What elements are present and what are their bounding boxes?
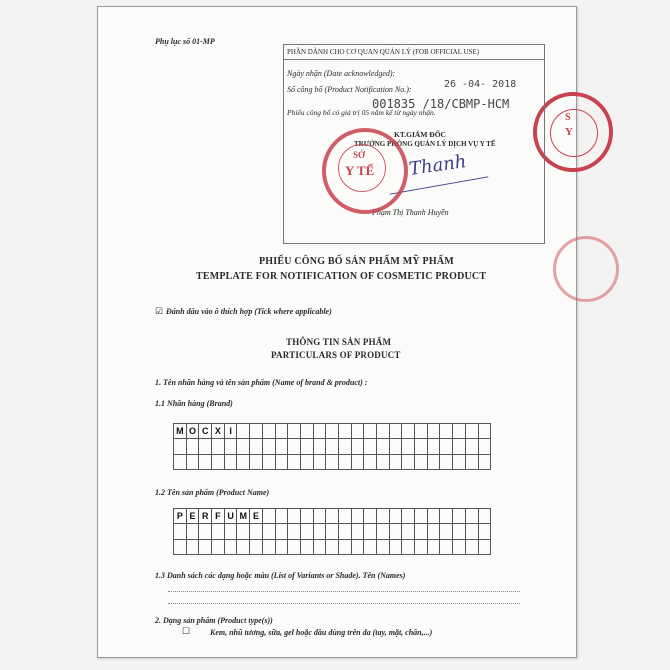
official-use-box	[283, 44, 545, 244]
brand-cell[interactable]	[352, 455, 365, 470]
brand-cell[interactable]	[415, 424, 428, 439]
product-name-cell[interactable]	[174, 540, 187, 555]
brand-cell[interactable]	[390, 455, 403, 470]
brand-cell[interactable]	[225, 455, 238, 470]
brand-cell[interactable]	[339, 439, 352, 454]
brand-cell[interactable]	[276, 455, 289, 470]
brand-cell[interactable]	[415, 439, 428, 454]
side-stamp-text2: Y	[565, 126, 573, 138]
brand-cell[interactable]	[314, 424, 327, 439]
brand-cell[interactable]	[237, 455, 250, 470]
brand-cell[interactable]	[326, 424, 339, 439]
brand-cell[interactable]	[402, 455, 415, 470]
brand-cell[interactable]	[377, 439, 390, 454]
brand-cell[interactable]: M	[174, 424, 187, 439]
product-name-cell[interactable]	[301, 524, 314, 539]
brand-cell[interactable]	[237, 424, 250, 439]
product-name-cell[interactable]	[415, 524, 428, 539]
brand-cell[interactable]	[326, 439, 339, 454]
product-name-cell[interactable]	[339, 509, 352, 524]
product-name-cell[interactable]	[250, 524, 263, 539]
product-name-cell[interactable]	[479, 524, 492, 539]
product-name-cell[interactable]	[364, 540, 377, 555]
brand-cell[interactable]	[250, 424, 263, 439]
notification-value: 001835 /18/CBMP-HCM	[372, 97, 510, 111]
product-name-cell[interactable]	[301, 509, 314, 524]
brand-cell[interactable]	[314, 455, 327, 470]
brand-cell[interactable]	[415, 455, 428, 470]
brand-cell[interactable]	[453, 455, 466, 470]
product-name-cell[interactable]	[187, 524, 200, 539]
product-name-cell[interactable]	[314, 509, 327, 524]
product-name-cell[interactable]	[402, 524, 415, 539]
product-name-cell[interactable]	[440, 509, 453, 524]
seal-text2: Y TẾ	[345, 163, 375, 178]
brand-cell[interactable]	[187, 439, 200, 454]
brand-cell[interactable]	[288, 455, 301, 470]
brand-cell[interactable]: X	[212, 424, 225, 439]
item-1-2: 1.2 Tên sản phẩm (Product Name)	[155, 488, 270, 497]
brand-cell[interactable]	[453, 424, 466, 439]
product-name-cell[interactable]	[237, 524, 250, 539]
product-name-cell[interactable]	[314, 524, 327, 539]
brand-cell[interactable]: O	[187, 424, 200, 439]
brand-cell[interactable]	[250, 455, 263, 470]
brand-cell[interactable]	[364, 439, 377, 454]
product-name-cell[interactable]	[326, 524, 339, 539]
brand-cell[interactable]	[352, 439, 365, 454]
product-name-cell[interactable]	[212, 524, 225, 539]
product-name-cell[interactable]	[453, 509, 466, 524]
product-name-cell[interactable]	[466, 540, 479, 555]
brand-cell[interactable]	[212, 439, 225, 454]
product-name-cell[interactable]	[314, 540, 327, 555]
product-name-cell[interactable]	[263, 524, 276, 539]
date-label: Ngày nhận (Date acknowledged):	[287, 69, 396, 78]
brand-cell[interactable]	[263, 424, 276, 439]
tick-note: Đánh dấu vào ô thích hợp (Tick where applicable)	[166, 307, 332, 316]
product-name-cell[interactable]	[339, 524, 352, 539]
brand-cell[interactable]	[440, 455, 453, 470]
product-name-cell[interactable]	[187, 540, 200, 555]
product-name-cell[interactable]	[263, 540, 276, 555]
brand-cell[interactable]	[466, 424, 479, 439]
notification-label: Số công bố (Product Notification No.):	[287, 85, 412, 94]
product-name-cell[interactable]	[288, 540, 301, 555]
brand-cell[interactable]	[288, 424, 301, 439]
brand-cell[interactable]	[428, 455, 441, 470]
brand-cell[interactable]: C	[199, 424, 212, 439]
tick-box-icon: ☑	[155, 306, 164, 316]
product-name-cell[interactable]: E	[187, 509, 200, 524]
product-name-cell[interactable]	[339, 540, 352, 555]
product-name-cell[interactable]	[263, 509, 276, 524]
brand-cell[interactable]	[174, 439, 187, 454]
brand-cell[interactable]	[174, 455, 187, 470]
title-en: TEMPLATE FOR NOTIFICATION OF COSMETIC PRODUCT	[196, 271, 487, 282]
product-name-cell[interactable]	[225, 540, 238, 555]
product-name-cell[interactable]	[301, 540, 314, 555]
product-name-cell[interactable]	[250, 540, 263, 555]
product-name-cell[interactable]	[276, 524, 289, 539]
brand-cell[interactable]	[263, 439, 276, 454]
brand-cell[interactable]	[402, 439, 415, 454]
product-name-cell[interactable]	[428, 509, 441, 524]
official-title: PHẦN DÀNH CHO CƠ QUAN QUẢN LÝ (FOR OFFICIAL USE)	[287, 48, 480, 56]
brand-grid	[173, 423, 491, 470]
brand-cell[interactable]	[466, 439, 479, 454]
product-name-cell[interactable]	[364, 524, 377, 539]
brand-cell[interactable]	[212, 455, 225, 470]
section-title-vi: THÔNG TIN SẢN PHẨM	[286, 337, 392, 347]
appendix-label: Phụ lục số 01-MP	[155, 37, 215, 46]
product-name-cell[interactable]	[199, 524, 212, 539]
brand-cell[interactable]	[466, 455, 479, 470]
brand-cell[interactable]: I	[225, 424, 238, 439]
product-name-cell[interactable]	[288, 509, 301, 524]
product-name-cell[interactable]	[390, 524, 403, 539]
brand-cell[interactable]	[199, 439, 212, 454]
product-name-cell[interactable]	[377, 524, 390, 539]
product-name-cell[interactable]	[352, 509, 365, 524]
variants-line-2	[168, 603, 520, 604]
product-name-cell[interactable]	[225, 524, 238, 539]
brand-cell[interactable]	[352, 424, 365, 439]
product-name-cell[interactable]	[440, 540, 453, 555]
product-name-cell[interactable]: U	[225, 509, 238, 524]
item-1: 1. Tên nhãn hàng và tên sản phẩm (Name of brand & product) :	[155, 378, 368, 387]
brand-cell[interactable]	[288, 439, 301, 454]
product-name-cell[interactable]: P	[174, 509, 187, 524]
product-name-cell[interactable]	[390, 509, 403, 524]
product-name-cell[interactable]	[352, 540, 365, 555]
product-name-cell[interactable]: F	[212, 509, 225, 524]
brand-cell[interactable]	[187, 455, 200, 470]
brand-cell[interactable]	[225, 439, 238, 454]
side-stamp-text1: S	[565, 112, 571, 123]
brand-cell[interactable]	[237, 439, 250, 454]
product-name-cell[interactable]	[237, 540, 250, 555]
brand-cell[interactable]	[364, 424, 377, 439]
brand-cell[interactable]	[377, 424, 390, 439]
option-checkbox[interactable]: ☐	[182, 626, 191, 636]
section-title-en: PARTICULARS OF PRODUCT	[271, 350, 401, 360]
product-name-cell[interactable]	[377, 509, 390, 524]
product-name-cell[interactable]	[390, 540, 403, 555]
product-name-cell[interactable]	[440, 524, 453, 539]
product-name-cell[interactable]	[352, 524, 365, 539]
brand-cell[interactable]	[428, 439, 441, 454]
product-name-cell[interactable]	[364, 509, 377, 524]
product-name-cell[interactable]	[479, 509, 492, 524]
product-name-cell[interactable]	[276, 540, 289, 555]
product-name-cell[interactable]	[288, 524, 301, 539]
date-value: 26 -04- 2018	[444, 79, 517, 90]
validity-note: Phiếu công bố có giá trị 05 năm kể từ ngày nhận.	[287, 108, 436, 117]
product-name-cell[interactable]	[402, 509, 415, 524]
product-name-grid	[173, 508, 491, 555]
brand-cell[interactable]	[479, 424, 492, 439]
product-name-cell[interactable]	[415, 509, 428, 524]
product-name-cell[interactable]	[377, 540, 390, 555]
brand-cell[interactable]	[402, 424, 415, 439]
brand-cell[interactable]	[301, 424, 314, 439]
product-name-cell[interactable]	[428, 540, 441, 555]
product-name-cell[interactable]	[402, 540, 415, 555]
brand-cell[interactable]	[453, 439, 466, 454]
product-name-cell[interactable]	[276, 509, 289, 524]
brand-cell[interactable]	[263, 455, 276, 470]
product-name-cell[interactable]: R	[199, 509, 212, 524]
product-name-cell[interactable]	[326, 540, 339, 555]
brand-cell[interactable]	[301, 455, 314, 470]
brand-cell[interactable]	[440, 439, 453, 454]
product-name-cell[interactable]: M	[237, 509, 250, 524]
brand-cell[interactable]	[326, 455, 339, 470]
official-title-underline	[284, 59, 544, 60]
brand-cell[interactable]	[479, 455, 492, 470]
product-name-cell[interactable]	[415, 540, 428, 555]
brand-cell[interactable]	[377, 455, 390, 470]
product-name-cell[interactable]	[453, 540, 466, 555]
brand-cell[interactable]	[199, 455, 212, 470]
brand-cell[interactable]	[276, 439, 289, 454]
product-name-cell[interactable]: E	[250, 509, 263, 524]
product-name-cell[interactable]	[199, 540, 212, 555]
variants-line-1	[168, 591, 520, 592]
brand-cell[interactable]	[301, 439, 314, 454]
brand-cell[interactable]	[339, 455, 352, 470]
brand-cell[interactable]	[339, 424, 352, 439]
product-name-cell[interactable]	[466, 509, 479, 524]
brand-cell[interactable]	[390, 439, 403, 454]
side-stamp-lower	[553, 236, 619, 302]
title-vi: PHIẾU CÔNG BỐ SẢN PHẨM MỸ PHẨM	[259, 256, 454, 267]
product-name-cell[interactable]	[453, 524, 466, 539]
side-stamp-inner	[550, 109, 598, 157]
item-1-1: 1.1 Nhãn hàng (Brand)	[155, 399, 233, 408]
product-name-cell[interactable]	[326, 509, 339, 524]
product-name-cell[interactable]	[479, 540, 492, 555]
brand-cell[interactable]	[364, 455, 377, 470]
brand-cell[interactable]	[390, 424, 403, 439]
brand-cell[interactable]	[479, 439, 492, 454]
seal-text1: SỞ	[353, 150, 366, 160]
product-name-cell[interactable]	[174, 524, 187, 539]
brand-cell[interactable]	[250, 439, 263, 454]
signature: Thanh	[407, 151, 468, 180]
item-2: 2. Dạng sản phẩm (Product type(s))	[155, 616, 273, 625]
product-name-cell[interactable]	[428, 524, 441, 539]
product-name-cell[interactable]	[466, 524, 479, 539]
brand-cell[interactable]	[440, 424, 453, 439]
signer-title2: TRƯỞNG PHÒNG QUẢN LÝ DỊCH VỤ Y TẾ	[354, 140, 496, 148]
item-2-option: Kem, nhũ tương, sữa, gel hoặc dầu dùng trên da (tay, mặt, chân,...)	[210, 628, 433, 637]
signer-name: Phạm Thị Thanh Huyền	[372, 208, 449, 217]
brand-cell[interactable]	[276, 424, 289, 439]
signer-title1: KT.GIÁM ĐỐC	[394, 130, 446, 139]
brand-cell[interactable]	[314, 439, 327, 454]
product-name-cell[interactable]	[212, 540, 225, 555]
item-1-3: 1.3 Danh sách các dạng hoặc màu (List of Variants or Shade). Tên (Names)	[155, 571, 406, 580]
brand-cell[interactable]	[428, 424, 441, 439]
